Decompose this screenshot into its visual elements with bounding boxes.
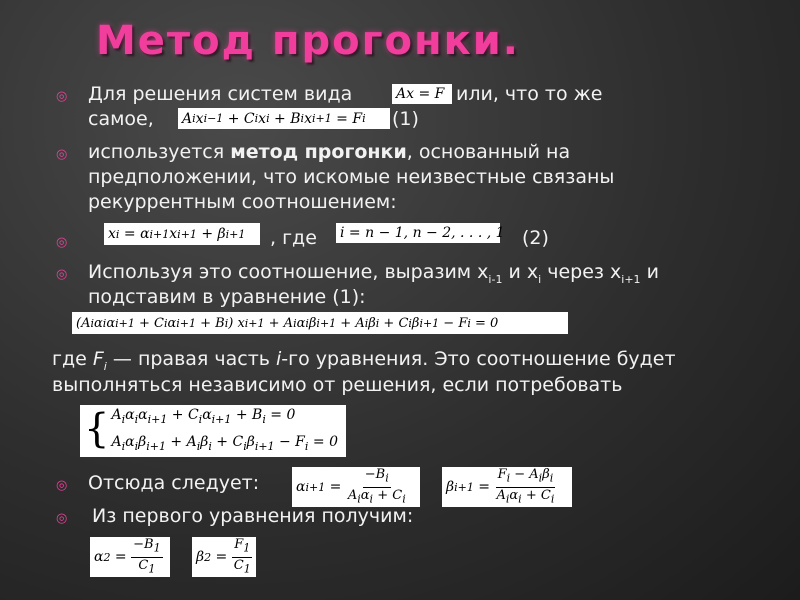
formula-alpha-2: α 2 = $\frac{-B_1}{C_1}$ (90, 537, 170, 577)
formula-substitution: (A i α i α i+1 + C i α i+1 + B i ) x i+1 + A i α i β i+1 + A i β i + C i β i+1 − F i = 0 (72, 312, 568, 334)
bullet-icon: ◎ (56, 511, 68, 526)
text-span: -го уравнения. Это соотношение будет (281, 348, 676, 370)
bullet-icon: ◎ (56, 267, 68, 282)
slide-title: Метод прогонки. (96, 18, 520, 64)
text-span: где (52, 348, 93, 370)
formula-equation-1: A i x i−1 + C i x i + B i x i+1 = F i (178, 108, 390, 129)
formula-recurrence: x i = α i+1 x i+1 + β i+1 (104, 223, 260, 245)
bullet-1-line-2: самое, (88, 108, 154, 130)
condition-lines (111, 405, 338, 457)
fraction: $\frac{F_1}{C_1}$ (233, 536, 251, 576)
bullet-1-line-1 (88, 82, 352, 107)
formula-range: i = n − 1, n − 2, . . . , 1 (336, 223, 500, 243)
bullet-icon: ◎ (56, 147, 68, 162)
subscript: i-1 (488, 272, 503, 286)
bullet-3-where: , где (270, 227, 317, 249)
text-span: и x (502, 261, 539, 283)
iz-pervogo-label: Из первого уравнения получим: (92, 505, 414, 527)
equation-number-1: (1) (392, 108, 419, 130)
text-span: , основанный на (406, 141, 571, 163)
equation-number-2: (2) (522, 227, 549, 249)
condition-2: $A_i\alpha_i\beta_{i+1} + A_i\beta_i + C_i\beta_{i+1} - F_i = 0$ (111, 434, 338, 453)
fraction: $\frac{-B_i}{A_i\alpha_i + C_i}$ (347, 466, 406, 506)
fraction: $\frac{F_i - A_i\beta_i}{A_i\alpha_i + C_i}$ (496, 466, 555, 506)
italic-text: F (92, 348, 104, 370)
formula-beta-recurrence: β i+1 = $\frac{F_i - A_i\beta_i}{A_i\alpha_i + C_i}$ (442, 467, 572, 507)
bold-term: метод прогонки (230, 141, 407, 163)
subscript: i+1 (621, 272, 641, 286)
italic-text: i (276, 348, 282, 370)
paragraph-line-2: выполняться независимо от решения, если потребовать (52, 374, 623, 396)
bullet-icon: ◎ (56, 478, 68, 493)
formula-alpha-recurrence: α i+1 = $\frac{-B_i}{A_i\alpha_i + C_i}$ (292, 467, 420, 507)
text-span: — правая часть (106, 348, 276, 370)
formula-system (392, 84, 452, 104)
italic-text: i (103, 359, 107, 373)
formula-condition-system (80, 405, 346, 457)
text-span: используется (88, 141, 225, 163)
condition-1: $A_i\alpha_i\alpha_{i+1} + C_i\alpha_{i+1} + B_i = 0$ (111, 407, 296, 426)
bullet-icon: ◎ (56, 235, 68, 250)
formula-text: Ax = F (396, 86, 445, 102)
brace-icon: { (84, 406, 110, 452)
otsyuda-label: Отсюда следует: (88, 472, 260, 494)
bullet-2-line-2: предположении, что искомые неизвестные связаны (88, 166, 615, 188)
bullet-2-line-1 (88, 140, 570, 165)
bullet-1-line-1-end: или, что то же (456, 83, 603, 105)
text-span: и (640, 261, 659, 283)
formula-beta-2: β 2 = $\frac{F_1}{C_1}$ (192, 537, 256, 577)
subscript: i (538, 272, 542, 286)
text-span: Используя это соотношение, выразим x (88, 261, 489, 283)
bullet-icon: ◎ (56, 89, 68, 104)
text-span: через x (541, 261, 622, 283)
bullet-2-line-3: рекуррентным соотношением: (88, 191, 397, 213)
fraction: $\frac{-B_1}{C_1}$ (133, 536, 161, 576)
text-span: Для решения систем вида (88, 83, 353, 105)
bullet-4-line-2: подставим в уравнение (1): (88, 286, 366, 308)
